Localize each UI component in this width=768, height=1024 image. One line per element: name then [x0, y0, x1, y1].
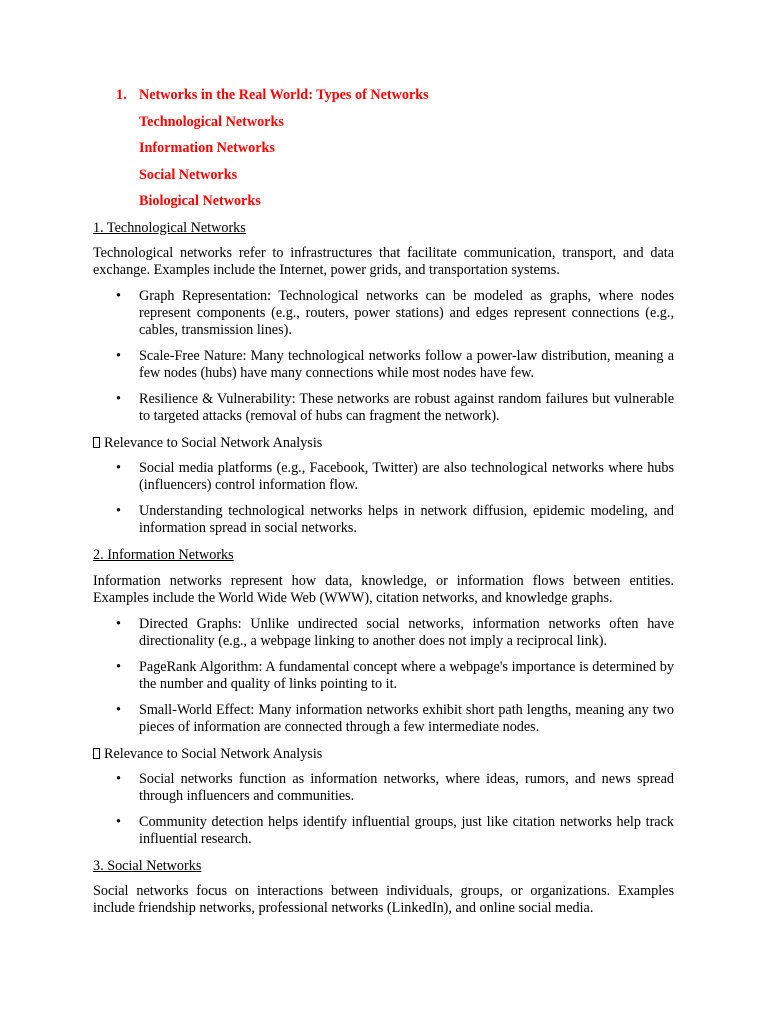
- section-social: [93, 857, 674, 918]
- relevance-heading: [93, 745, 674, 763]
- list-item-text: Social networks function as information networks, where ideas, rumors, and news spread through influencers and communities.: [139, 770, 674, 804]
- outline-item-social: Social Networks: [139, 166, 238, 183]
- outline-title-text: Networks in the Real World: Types of Networks: [139, 87, 429, 103]
- list-item-text: Understanding technological networks helps in network diffusion, epidemic modeling, and information spread in social networks.: [139, 503, 674, 536]
- list-item: [93, 659, 674, 693]
- list-item: [93, 460, 674, 494]
- missing-glyph-icon: [93, 748, 100, 759]
- bullet-icon: •: [116, 813, 121, 830]
- outline-item-information: Information Networks: [139, 140, 275, 156]
- outline-title: [93, 86, 674, 104]
- section-information: [93, 546, 674, 848]
- relevance-list: [93, 771, 674, 848]
- list-item-text: PageRank Algorithm: A fundamental concept where a webpage's importance is determined by the number and quality of links pointing to it.: [139, 658, 674, 692]
- list-item: [93, 391, 674, 425]
- section-heading: 2. Information Networks: [93, 547, 234, 563]
- section-heading: 3. Social Networks: [93, 857, 202, 874]
- section-intro: Technological networks refer to infrastructures that facilitate communication, transport, and data exchange. Examples include the Internet, power grids, and transportation systems.: [93, 245, 674, 278]
- document-page: [93, 86, 674, 926]
- bullet-icon: •: [116, 348, 121, 364]
- outline-item-technological: Technological Networks: [139, 113, 284, 130]
- bullet-icon: •: [116, 460, 121, 476]
- list-item-text: Graph Representation: Technological networks can be modeled as graphs, where nodes represent components (e.g., routers, power stations) and edges represent connections (e.g., cables, transmission lines).: [139, 288, 674, 338]
- list-item-text: Community detection helps identify influential groups, just like citation networks help track influential research.: [139, 813, 674, 847]
- list-item: [93, 702, 674, 736]
- relevance-heading-text: Relevance to Social Network Analysis: [104, 435, 323, 451]
- bullet-icon: •: [116, 770, 121, 787]
- section-intro: Information networks represent how data, knowledge, or information flows between entities. Examples include the World Wide Web (WWW), citation networks, and knowledge graphs.: [93, 572, 674, 606]
- bullet-list: [93, 288, 674, 425]
- relevance-heading-text: Relevance to Social Network Analysis: [104, 745, 323, 762]
- section-heading: 1. Technological Networks: [93, 219, 246, 236]
- list-item-text: Directed Graphs: Unlike undirected social networks, information networks often have directionality (e.g., a webpage linking to another does not imply a reciprocal link).: [139, 615, 674, 649]
- list-item: [93, 814, 674, 848]
- outline-number: 1.: [116, 87, 127, 103]
- missing-glyph-icon: [93, 437, 100, 448]
- bullet-icon: •: [116, 391, 121, 407]
- outline-item-biological: Biological Networks: [139, 193, 261, 209]
- bullet-list: [93, 616, 674, 736]
- list-item: [93, 503, 674, 537]
- outline-list: [93, 86, 674, 210]
- list-item: [93, 616, 674, 650]
- bullet-icon: •: [116, 701, 121, 718]
- list-item-text: Small-World Effect: Many information networks exhibit short path lengths, meaning any two pieces of information are connected through a few intermediate nodes.: [139, 701, 674, 735]
- bullet-icon: •: [116, 288, 121, 304]
- list-item-text: Scale-Free Nature: Many technological networks follow a power-law distribution, meaning a few nodes (hubs) have many connections while most nodes have few.: [139, 348, 674, 381]
- list-item: [93, 348, 674, 382]
- section-technological: [93, 219, 674, 538]
- list-item-text: Social media platforms (e.g., Facebook, Twitter) are also technological networks where hubs (influencers) control information flow.: [139, 460, 674, 493]
- relevance-list: [93, 460, 674, 537]
- bullet-icon: •: [116, 658, 121, 675]
- section-intro: Social networks focus on interactions between individuals, groups, or organizations. Examples include friendship networks, professional networks (LinkedIn), and online social media.: [93, 883, 674, 916]
- list-item-text: Resilience & Vulnerability: These networks are robust against random failures but vulnerable to targeted attacks (removal of hubs can fragment the network).: [139, 391, 674, 424]
- bullet-icon: •: [116, 503, 121, 519]
- list-item: [93, 771, 674, 805]
- list-item: [93, 288, 674, 339]
- relevance-heading: [93, 434, 674, 452]
- bullet-icon: •: [116, 615, 121, 632]
